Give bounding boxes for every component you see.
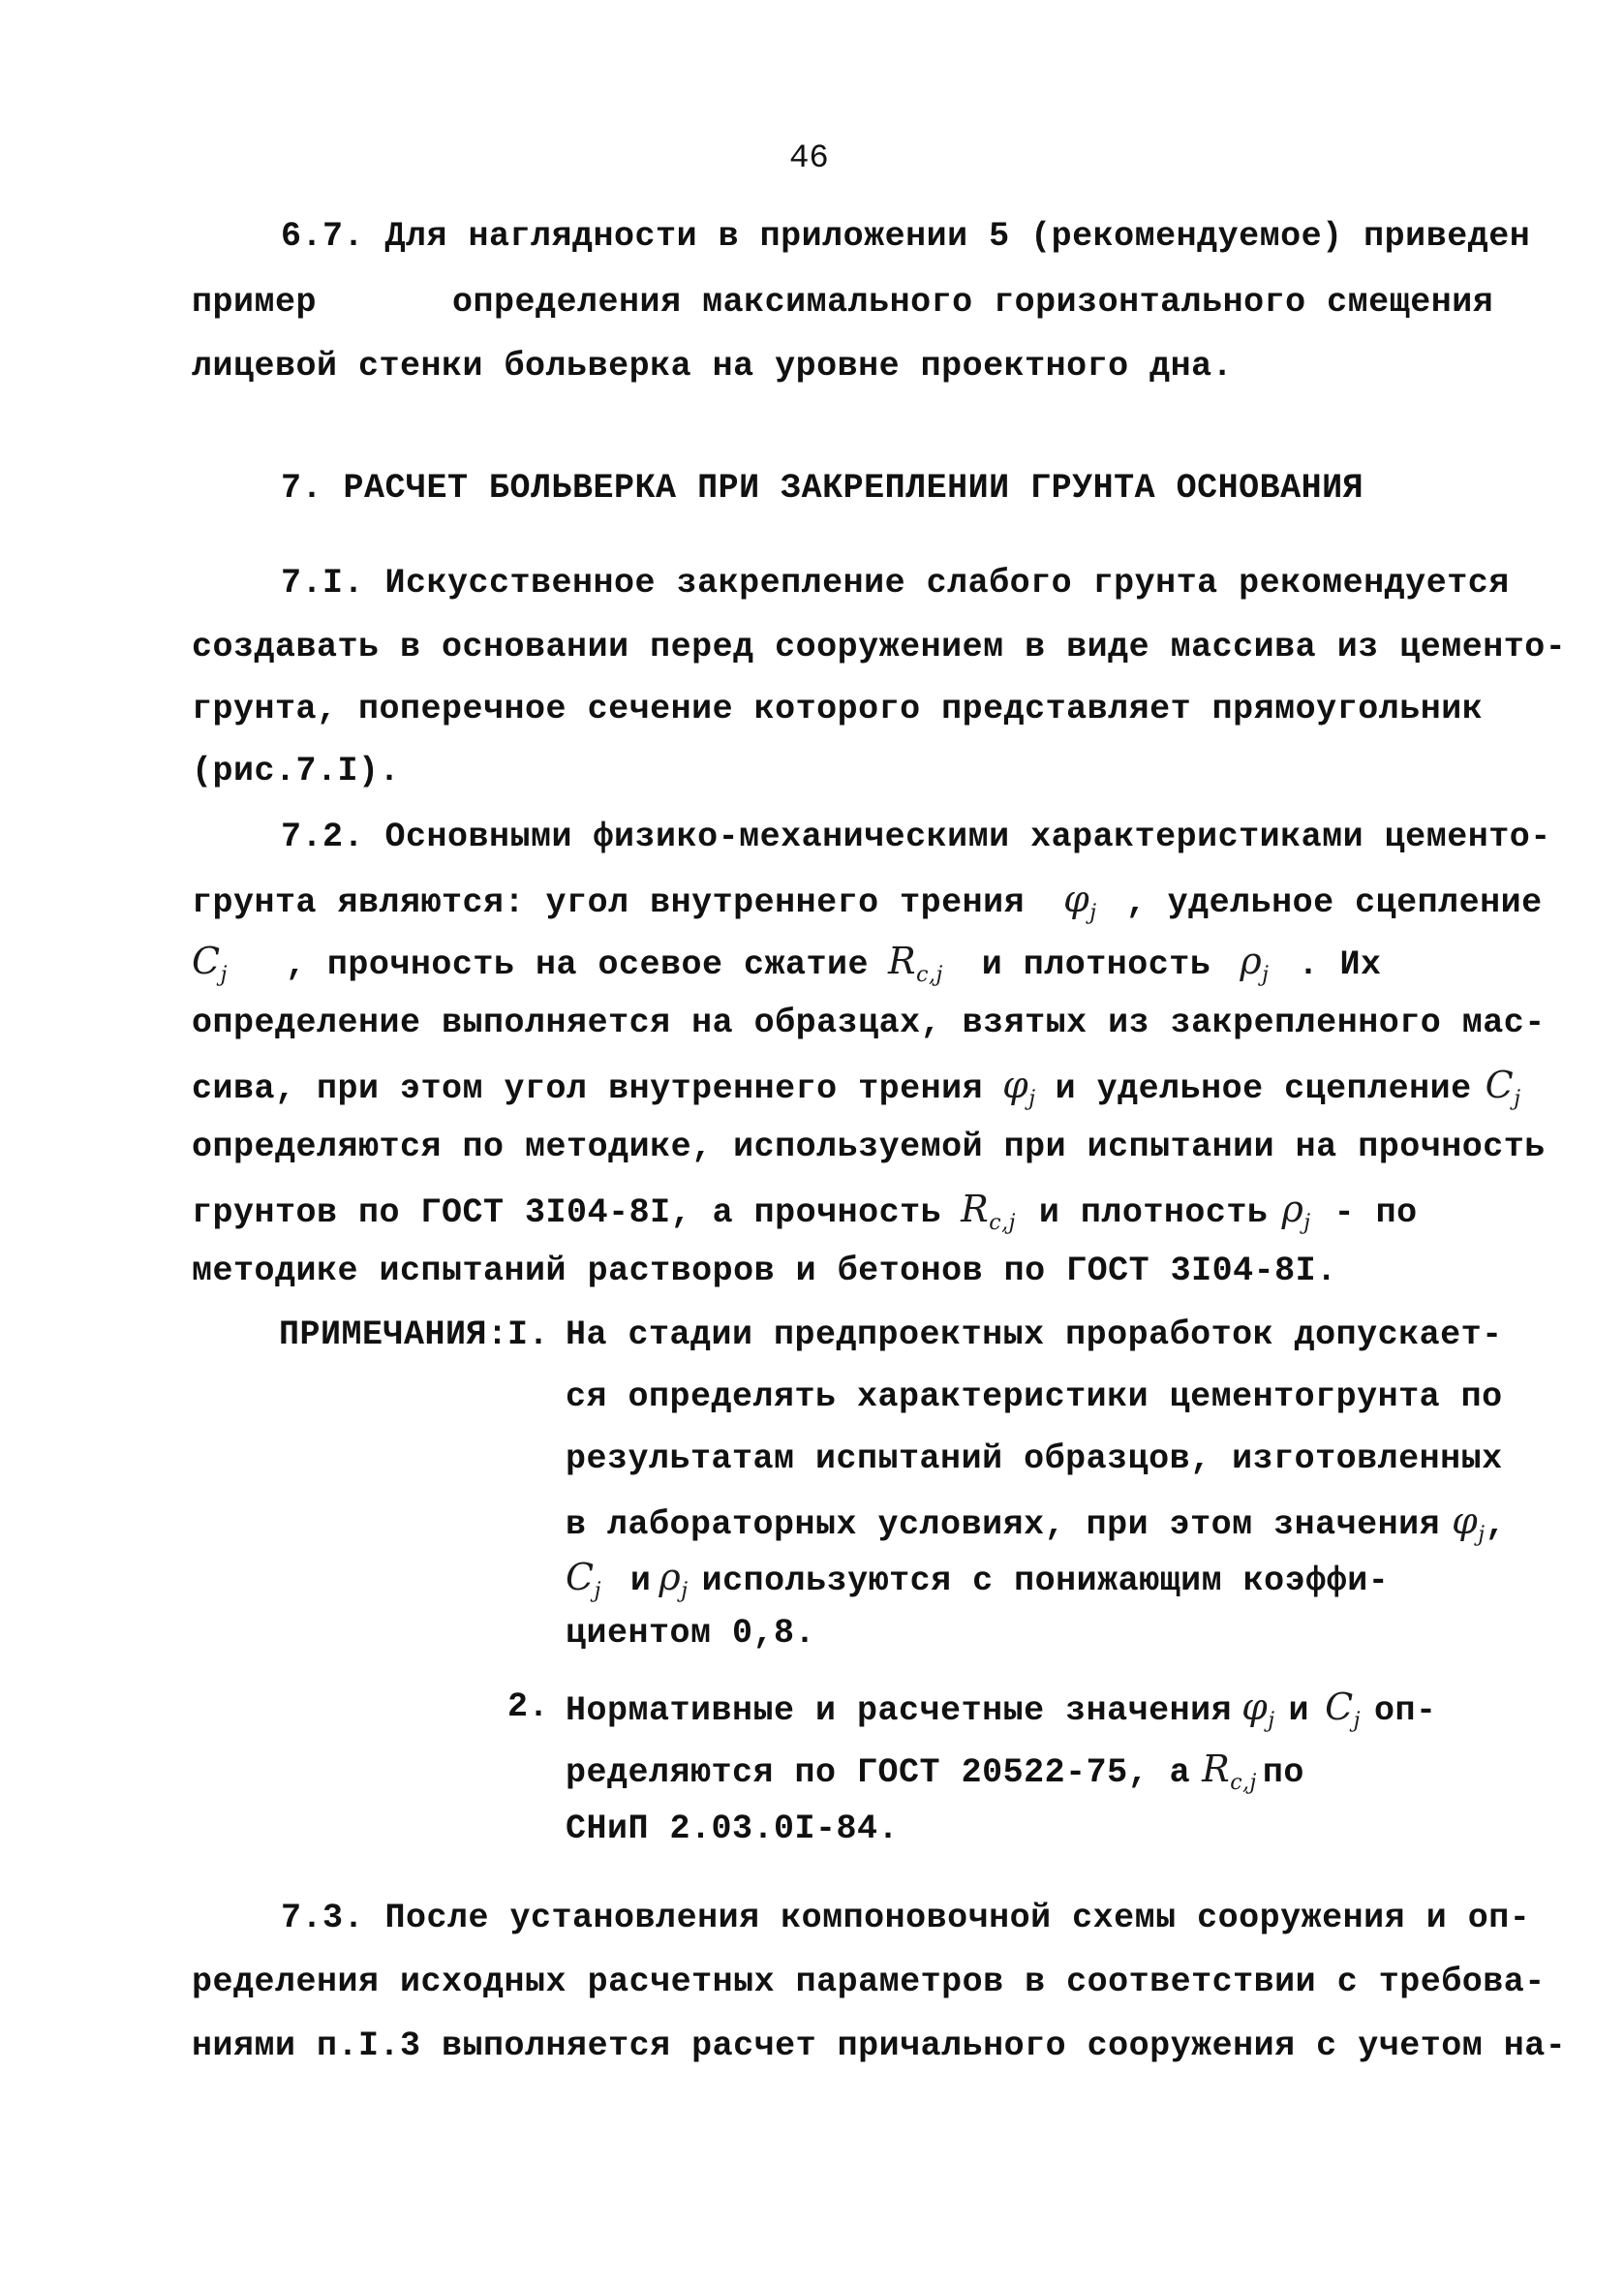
rho-symbol: $\rho_j$ bbox=[1281, 1188, 1311, 1235]
p72-line5-start: сива, при этом угол внутреннего трения bbox=[192, 1069, 984, 1108]
note2-line1-text: Нормативные и расчетные значения bbox=[566, 1691, 1233, 1730]
rho-symbol: $\rho_j$ bbox=[659, 1556, 689, 1603]
p67-line1: 6.7. Для наглядности в приложении 5 (рекомендуемое) приведен bbox=[281, 217, 1531, 256]
p72-line5 bbox=[192, 1064, 1521, 1121]
r-symbol: $R_{c,j}$ bbox=[961, 1188, 1016, 1235]
note1-line3: результатам испытаний образцов, изготовленных bbox=[566, 1439, 1503, 1478]
p72-line1: 7.2. Основными физико-механическими характеристиками цементо- bbox=[281, 818, 1551, 856]
p73-line3: ниями п.I.3 выполняется расчет причального сооружения с учетом на- bbox=[192, 2026, 1567, 2065]
note1-line5-and: и bbox=[629, 1562, 652, 1600]
p71-line4: (рис.7.I). bbox=[192, 752, 401, 790]
p72-line7-mid: и плотность bbox=[1038, 1193, 1269, 1232]
section-7-heading: 7. РАСЧЕТ БОЛЬВЕРКА ПРИ ЗАКРЕПЛЕНИИ ГРУНТА ОСНОВАНИЯ bbox=[281, 469, 1364, 508]
note2-line2-text: ределяются по ГОСТ 20522-75, а bbox=[566, 1753, 1191, 1792]
notes-label: ПРИМЕЧАНИЯ: bbox=[279, 1315, 508, 1354]
p67-line3: лицевой стенки больверка на уровне проектного дна. bbox=[192, 347, 1234, 386]
p72-line2 bbox=[192, 878, 1543, 935]
note2-line1 bbox=[566, 1686, 1436, 1743]
note2-number: 2. bbox=[507, 1687, 550, 1726]
c-symbol: $C_j$ bbox=[192, 940, 228, 987]
p71-line3: грунта, поперечное сечение которого представляет прямоугольник bbox=[192, 690, 1484, 728]
note1-line4-text: в лабораторных условиях, при этом значения bbox=[566, 1505, 1441, 1544]
p71-line1: 7.I. Искусственное закрепление слабого грунта рекомендуется bbox=[281, 564, 1510, 603]
note1-line1: На стадии предпроектных проработок допускает- bbox=[566, 1315, 1503, 1354]
p72-line6: определяются по методике, используемой при испытании на прочность bbox=[192, 1128, 1546, 1166]
rho-symbol: $\rho_j$ bbox=[1240, 940, 1270, 987]
p72-line4: определение выполняется на образцах, взятых из закрепленного мас- bbox=[192, 1004, 1546, 1042]
note1-line6: циентом 0,8. bbox=[566, 1614, 816, 1653]
note2-line2 bbox=[566, 1748, 1304, 1805]
p72-line7-start: грунтов по ГОСТ 3I04-8I, а прочность bbox=[192, 1193, 942, 1232]
p72-line7-end: - по bbox=[1333, 1193, 1418, 1232]
note1-line2: ся определять характеристики цементогрунта по bbox=[566, 1377, 1503, 1416]
note1-line5 bbox=[566, 1556, 1389, 1613]
p72-line2-end: , удельное сцепление bbox=[1125, 883, 1543, 922]
note1-line5-text: используются с понижающим коэффи- bbox=[701, 1562, 1390, 1600]
p73-line1: 7.3. После установления компоновочной схемы сооружения и оп- bbox=[281, 1899, 1531, 1937]
phi-symbol: $\varphi_j$ bbox=[1063, 878, 1097, 925]
p72-line3-part1: , прочность на осевое сжатие bbox=[285, 945, 870, 984]
c-symbol: $C_j$ bbox=[1485, 1064, 1521, 1111]
note2-line1-end: оп- bbox=[1373, 1691, 1437, 1730]
p67-line2-end: определения максимального горизонтального смещения bbox=[452, 283, 1494, 322]
p71-line2: создавать в основании перед сооружением в виде массива из цементо- bbox=[192, 628, 1567, 666]
phi-symbol: $\varphi_j$ bbox=[1241, 1686, 1275, 1733]
p72-line3 bbox=[192, 940, 1382, 997]
note1-number: I. bbox=[507, 1315, 550, 1354]
p72-line5-mid: и удельное сцепление bbox=[1055, 1069, 1472, 1108]
p72-line3-part2: и плотность bbox=[981, 945, 1211, 984]
page-number: 46 bbox=[789, 140, 829, 177]
note1-line4: в лабораторных условиях, при этом значения $\varphi_j$, bbox=[566, 1500, 1507, 1547]
note2-line3: СНиП 2.03.0I-84. bbox=[566, 1810, 900, 1848]
note2-line2-end: по bbox=[1262, 1753, 1304, 1792]
p72-line3-part3: . Их bbox=[1298, 945, 1382, 984]
p73-line2: ределения исходных расчетных параметров в соответствии с требова- bbox=[192, 1963, 1546, 2001]
c-symbol: $C_j$ bbox=[1325, 1686, 1361, 1733]
p72-line8: методике испытаний растворов и бетонов по ГОСТ 3I04-8I. bbox=[192, 1252, 1337, 1290]
p72-line2-start: грунта являются: угол внутреннего трения bbox=[192, 883, 1026, 922]
r-symbol: $R_{c,j}$ bbox=[888, 940, 943, 987]
c-symbol: $C_j$ bbox=[566, 1556, 601, 1603]
phi-symbol: $\varphi_j$ bbox=[1002, 1064, 1036, 1111]
p67-line2 bbox=[192, 281, 1493, 324]
p67-line2-start: пример bbox=[192, 283, 318, 322]
note2-line1-and: и bbox=[1288, 1691, 1310, 1730]
phi-symbol: $\varphi_j$ bbox=[1452, 1500, 1486, 1547]
p72-line7 bbox=[192, 1188, 1418, 1245]
r-symbol: $R_{c,j}$ bbox=[1202, 1748, 1257, 1795]
